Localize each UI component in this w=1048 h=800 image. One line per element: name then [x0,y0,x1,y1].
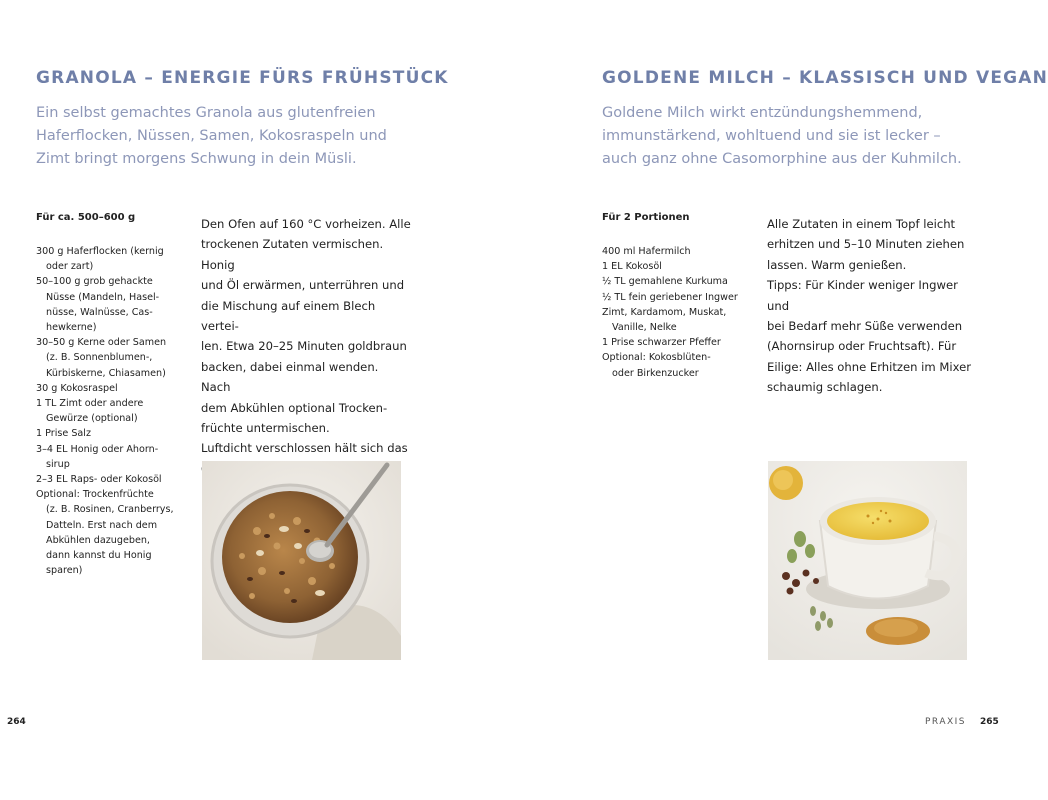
ingredient-item: Optional: Kokosblüten- oder Birkenzucker [602,352,711,379]
ingredient-item: 1 TL Zimt oder andere Gewürze (optional) [36,398,144,425]
granola-photo [202,461,401,660]
ingredient-item: 30 g Kokosraspel [36,382,118,394]
ingredient-item: 1 Prise schwarzer Pfeffer [602,337,721,349]
ingredient-item: 300 g Haferflocken (kernig oder zart) [36,246,164,273]
page-number-right: 265 [980,717,999,727]
ingredient-item: ½ TL gemahlene Kurkuma [602,276,728,288]
ingredient-item: 2–3 EL Raps- oder Kokosöl [36,474,162,486]
ingredient-item: 50–100 g grob gehackte Nüsse (Mandeln, Hasel- nüsse, Walnüsse, Cas- hewkerne) [36,276,160,334]
golden-milk-ingredient-list [602,244,757,381]
ingredient-item: ½ TL fein geriebener Ingwer [602,291,738,303]
granola-title: GRANOLA – ENERGIE FÜRS FRÜHSTÜCK [36,68,449,88]
golden-milk-yield: Für 2 Portionen [602,212,690,223]
granola-ingredient-list [36,244,186,578]
ingredient-item: 3–4 EL Honig oder Ahorn- sirup [36,443,159,470]
page-number-left: 264 [7,717,26,727]
golden-milk-photo [768,461,967,660]
ingredient-item: 30–50 g Kerne oder Samen (z. B. Sonnenblumen-, Kürbiskerne, Chiasamen) [36,337,167,379]
ingredient-item: Zimt, Kardamom, Muskat, Vanille, Nelke [602,306,727,334]
granola-method: Den Ofen auf 160 °C vorheizen. Alle trockenen Zutaten vermischen. Honig und Öl erwärmen, unterrühren und die Mischung auf einem Blech vertei- len. Etwa 20–25 Minuten goldbraun backen, dabei einmal wenden. Nach dem Abkühlen optional Trocken- früchte untermischen. Luftdicht verschlossen hält sich das [201,217,411,456]
ingredient-item: 400 ml Hafermilch [602,246,691,257]
granola-intro: Ein selbst gemachtes Granola aus glutenfreien Haferflocken, Nüssen, Samen, Kokosraspeln und Zimt bringt morgens Schwung in dein Müsli. [36,105,387,167]
ingredient-item: 1 Prise Salz [36,428,91,440]
right-page [500,0,1048,800]
left-page [0,0,500,800]
golden-milk-method: Alle Zutaten in einem Topf leicht erhitzen und 5–10 Minuten ziehen lassen. Warm genießen. Tipps: Für Kinder weniger Ingwer und bei Bedarf mehr Süße verwenden (Ahornsirup oder Fruchtsaft). Für Eilige: Alles ohne Erhitzen im Mixer schaumig schlagen. [767,217,971,395]
ingredient-item: 1 EL Kokosöl [602,261,662,273]
golden-milk-intro: Goldene Milch wirkt entzündungshemmend, immunstärkend, wohltuend und sie ist lecker – auch ganz ohne Casomorphine aus der Kuhmilch. [602,105,962,167]
ingredient-item: Optional: Trockenfrüchte (z. B. Rosinen, Cranberrys, Datteln. Erst nach dem Abkühlen dazugeben, dann kannst du Honig sparen) [36,489,174,577]
golden-milk-title: GOLDENE MILCH – KLASSISCH UND VEGAN [602,68,1048,88]
granola-yield: Für ca. 500–600 g [36,212,136,223]
running-head: PRAXIS [925,717,967,727]
